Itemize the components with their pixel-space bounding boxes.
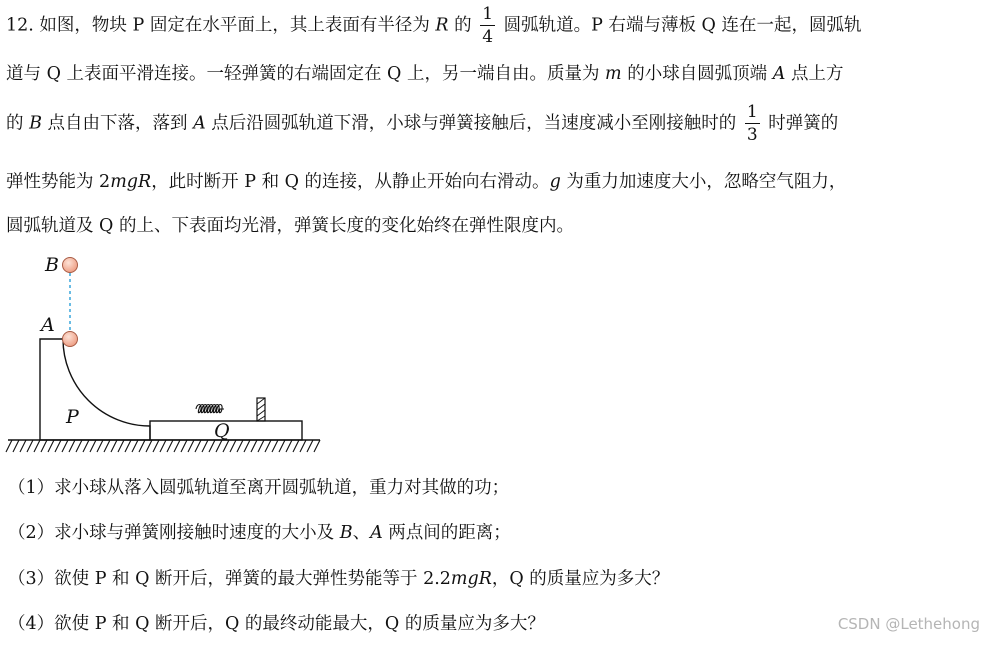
ground-hatch-mark [104, 440, 110, 452]
text: 的小球自圆弧顶端 [621, 64, 773, 84]
ground-hatch-mark [132, 440, 138, 452]
var-A: A [370, 523, 383, 543]
ground-hatch-mark [286, 440, 292, 452]
ground-hatch-mark [139, 440, 145, 452]
ground-hatch-mark [237, 440, 243, 452]
ground-hatch-mark [167, 440, 173, 452]
question-2 [8, 519, 511, 544]
ground-hatch-mark [307, 440, 313, 452]
text: ，此时断开 P 和 Q 的连接，从静止开始向右滑动。 [151, 172, 550, 192]
var-g: g [549, 172, 561, 192]
var-R: R [435, 15, 449, 36]
fraction-third [745, 104, 760, 144]
label-p: P [66, 406, 79, 428]
ground-hatch-mark [230, 440, 236, 452]
ground-hatch-mark [76, 440, 82, 452]
ground-hatch-mark [48, 440, 54, 452]
ground-hatch-mark [20, 440, 26, 452]
text: 的 [448, 15, 472, 36]
ground-hatch-mark [125, 440, 131, 452]
text: （3）欲使 P 和 Q 断开后，弹簧的最大弹性势能等于 2.2 [8, 569, 451, 589]
fraction-numerator: 1 [746, 102, 758, 122]
ground-hatch-mark [272, 440, 278, 452]
ground-hatch-mark [41, 440, 47, 452]
text: （2）求小球与弹簧刚接触时速度的大小及 [8, 523, 340, 543]
physics-figure [0, 0, 340, 460]
text: 圆弧轨道及 Q 的上、下表面均光滑，弹簧长度的变化始终在弹性限度内。 [6, 216, 574, 236]
ground-hatch-mark [293, 440, 299, 452]
ground-hatch-mark [90, 440, 96, 452]
ground-hatch-mark [97, 440, 103, 452]
ground-hatch-mark [300, 440, 306, 452]
var-B: B [29, 113, 42, 134]
question-1: （1）求小球从落入圆弧轨道至离开圆弧轨道，重力对其做的功； [8, 478, 510, 498]
text: 为重力加速度大小，忽略空气阻力， [560, 172, 847, 192]
fraction-numerator: 1 [482, 4, 494, 24]
ground-hatch-mark [160, 440, 166, 452]
ground-hatch-mark [146, 440, 152, 452]
var-m: m [605, 64, 622, 84]
ground-hatch-mark [174, 440, 180, 452]
label-b: B [45, 254, 59, 276]
label-q: Q [214, 420, 230, 442]
text: 弹性势能为 2 [6, 172, 111, 192]
var-mgR: mgR [110, 172, 152, 192]
ground-hatch-mark [251, 440, 257, 452]
fraction-denominator: 4 [482, 27, 494, 47]
ground-hatch-mark [13, 440, 19, 452]
ground-hatch-mark [6, 440, 12, 452]
var-A: A [772, 64, 786, 84]
ground-hatch-mark [153, 440, 159, 452]
text: 圆弧轨道。P 右端与薄板 Q 连在一起，圆弧轨 [503, 15, 862, 36]
ground-hatch-mark [34, 440, 40, 452]
text: 道与 Q 上表面平滑连接。一轻弹簧的右端固定在 Q 上，另一端自由。质量为 [6, 64, 606, 84]
var-A: A [193, 113, 206, 134]
text: 点自由下落，落到 [41, 113, 194, 134]
text: 时弹簧的 [768, 113, 839, 134]
ground-hatch-mark [314, 440, 320, 452]
text: 如图，物块 P 固定在水平面上，其上表面有半径为 [39, 15, 436, 36]
var-B: B [339, 523, 353, 543]
ground-hatch-mark [188, 440, 194, 452]
text: 的 [6, 113, 30, 134]
ground-hatch-mark [258, 440, 264, 452]
question-3 [8, 565, 669, 590]
ground-hatch-mark [202, 440, 208, 452]
watermark: CSDN @Lethehong [837, 615, 980, 633]
problem-number: 12. [6, 15, 34, 36]
text: 、 [352, 523, 371, 543]
text: ，Q 的质量应为多大？ [491, 569, 670, 589]
ground-hatch-mark [69, 440, 75, 452]
text: 点上方 [785, 64, 844, 84]
ground-hatch-mark [111, 440, 117, 452]
ground-hatch-mark [279, 440, 285, 452]
ground-hatch-mark [55, 440, 61, 452]
ground-hatch-mark [195, 440, 201, 452]
ground-hatch-mark [62, 440, 68, 452]
ground-hatch-mark [118, 440, 124, 452]
spring [196, 405, 224, 413]
ground-hatch-mark [83, 440, 89, 452]
ground-hatch-mark [27, 440, 33, 452]
ground [6, 440, 320, 452]
spring-anchor [257, 398, 265, 421]
fraction-quarter [480, 6, 495, 46]
text: 两点间的距离； [382, 523, 511, 543]
question-4: （4）欲使 P 和 Q 断开后，Q 的最终动能最大，Q 的质量应为多大？ [8, 614, 545, 634]
ground-hatch-mark [181, 440, 187, 452]
ground-hatch-mark [244, 440, 250, 452]
ball-at-a [63, 332, 78, 347]
label-a: A [41, 314, 55, 336]
ground-hatch-mark [265, 440, 271, 452]
text: 点后沿圆弧轨道下滑，小球与弹簧接触后，当速度减小至刚接触时的 [205, 113, 737, 134]
ball-at-b [63, 258, 78, 273]
block-p [40, 339, 150, 440]
var-mgR: mgR [450, 569, 492, 589]
fraction-denominator: 3 [746, 125, 758, 145]
